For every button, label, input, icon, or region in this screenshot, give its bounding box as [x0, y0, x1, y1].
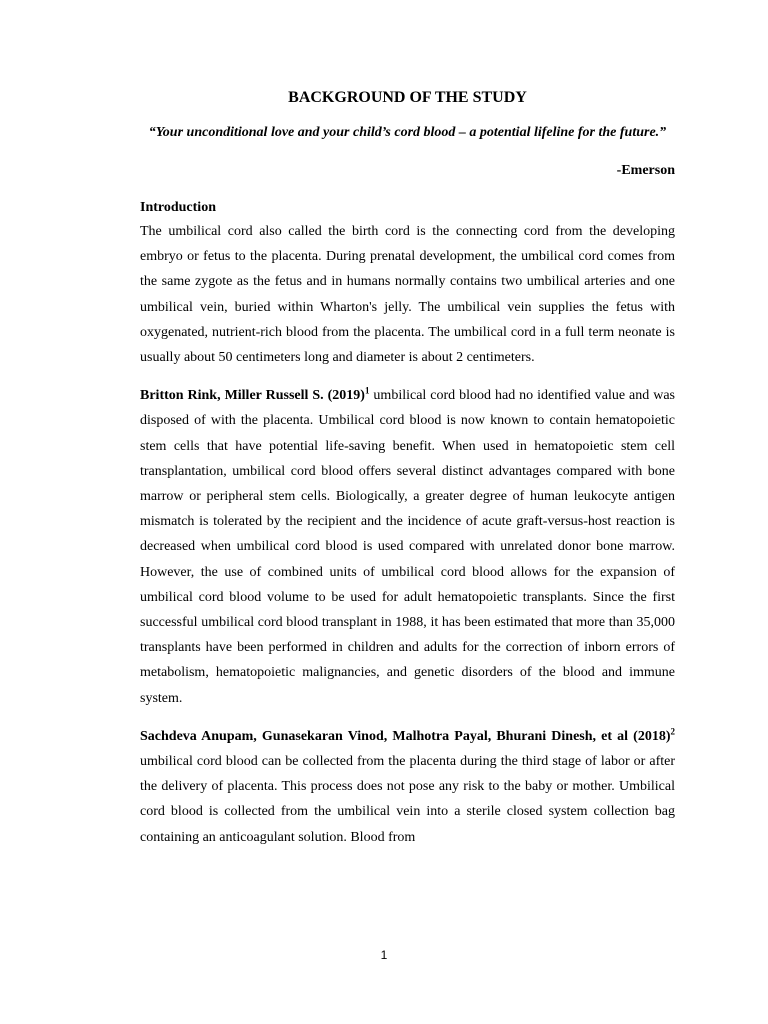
epigraph-author: -Emerson: [616, 163, 675, 178]
citation-lead: [140, 385, 370, 404]
citation-authors: Sachdeva Anupam, Gunasekaran Vinod, Malhotra Payal, Bhurani Dinesh, et al (2018): [140, 728, 671, 744]
paragraph-britton-rink: [140, 383, 675, 711]
citation-lead: [140, 726, 675, 744]
paragraph-text: umbilical cord blood can be collected from the placenta during the third stage of labor or after the delivery of placenta. This process does not pose any risk to the baby or mother. Umbilical cord blood is collected from the umbilical vein into a sterile closed system collection bag containing an anticoagulant solution. Blood from: [140, 754, 675, 845]
paragraph-introduction: [140, 219, 675, 370]
paragraph-text: umbilical cord blood had no identified value and was disposed of with the placenta. Umbilical cord blood is now known to contain hematopoietic stem cells that have potential life-saving benefit. When used in hematopoietic stem cell transplantation, umbilical cord blood offers several distinct advantages compared with bone marrow or peripheral stem cells. Biologically, a greater degree of human leukocyte antigen mismatch is tolerated by the recipient and the incidence of acute graft-versus-host reaction is decreased when umbilical cord blood is used compared with unrelated donor bone marrow. However, the use of combined units of umbilical cord blood allows for the expansion of umbilical cord blood volume to be used for adult hematopoietic transplants. Since the first successful umbilical cord blood transplant in 1988, it has been estimated that more than 35,000 transplants have been performed in children and adults for the correction of inborn errors of metabolism, hematopoietic malignancies, and genetic disorders of the blood and immune system.: [140, 388, 676, 706]
document-page: [140, 86, 675, 850]
document-title: BACKGROUND OF THE STUDY: [288, 89, 527, 106]
citation-authors: Britton Rink, Miller Russell S. (2019): [140, 388, 365, 404]
citation-superscript: 1: [364, 385, 370, 396]
page-number: 1: [380, 948, 388, 962]
epigraph-quote: “Your unconditional love and your child’s cord blood – a potential lifeline for the future.”: [148, 125, 667, 140]
citation-superscript: 2: [670, 726, 675, 737]
paragraph-sachdeva: [140, 724, 675, 850]
section-heading: Introduction: [140, 200, 216, 215]
paragraph-text: The umbilical cord also called the birth cord is the connecting cord from the developing embryo or fetus to the placenta. During prenatal development, the umbilical cord comes from the same zygote as the fetus and in humans normally contains two umbilical arteries and one umbilical vein, buried within Wharton's jelly. The umbilical vein supplies the fetus with oxygenated, nutrient-rich blood from the placenta. The umbilical cord in a full term neonate is usually about 50 centimeters long and diameter is about 2 centimeters.: [140, 224, 675, 366]
